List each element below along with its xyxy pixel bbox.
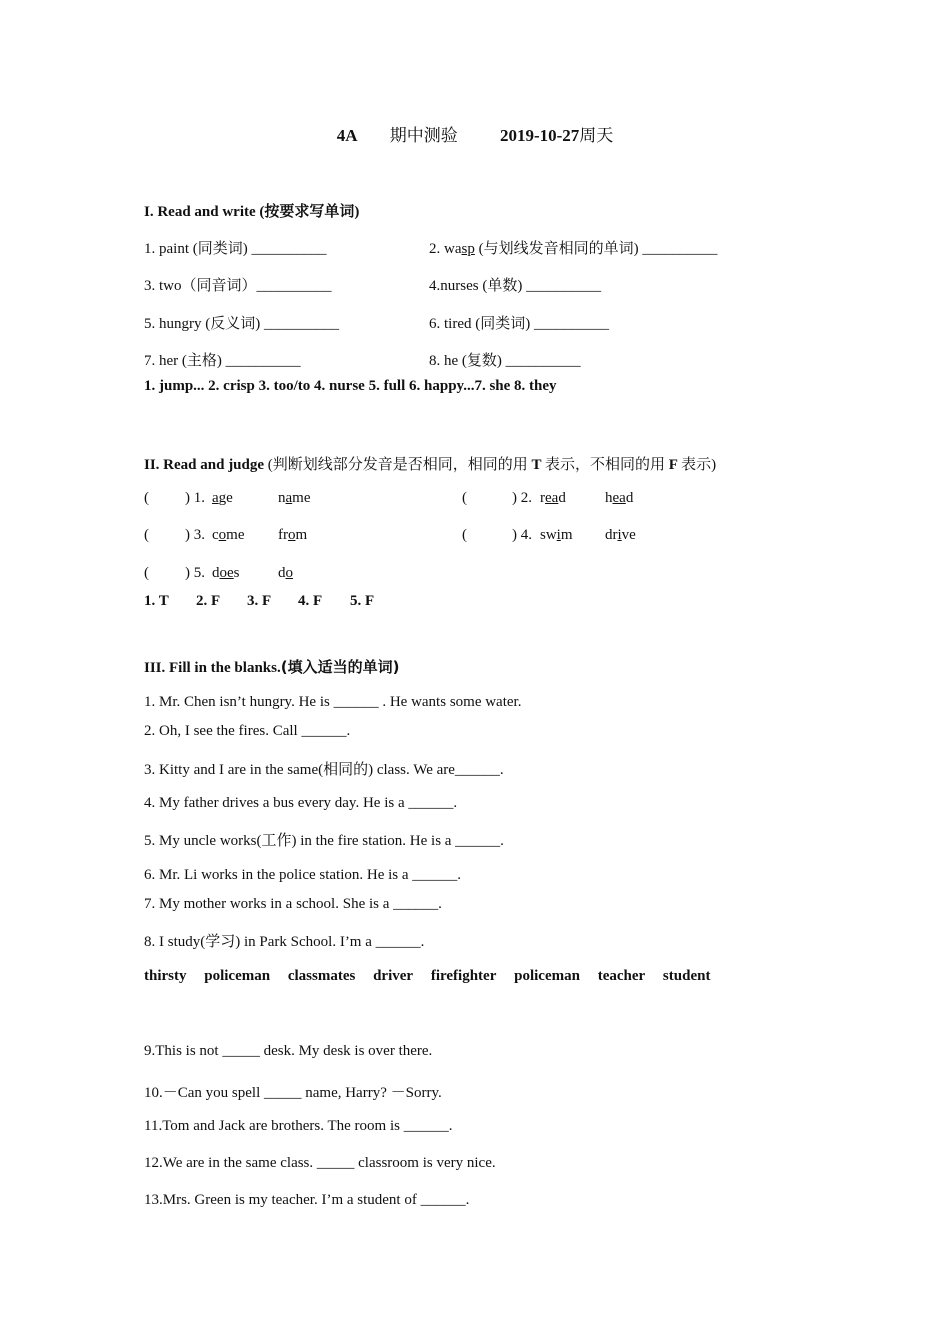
fill-line: 9.This is not _____ desk. My desk is over there. (144, 1043, 433, 1059)
judge-word-2: head (605, 490, 634, 506)
s1-item-6-word: 6. tired (429, 316, 472, 332)
section2-heading-cn-3: 表示) (681, 457, 717, 473)
title-name: 期中测验 (389, 126, 458, 145)
answer-paren[interactable]: ( (144, 490, 149, 506)
s1-item-8-hint: (复数) __________ (461, 353, 581, 369)
section1-heading (144, 200, 359, 221)
judge-word-2: name (278, 490, 311, 506)
fill-line: 5. My uncle works(工作) in the fire station. He is a ______. (144, 833, 504, 849)
section2-heading-cn-1: (判断划线部分发音是否相同，相同的用 (267, 457, 528, 473)
s1-item-2-hint: (与划线发音相同的单词) __________ (474, 241, 718, 257)
s1-item-4-word: 4.nurses (429, 278, 479, 294)
s1-item-3-hint: （同音词）__________ (181, 278, 332, 294)
s1-item-1-word: 1. paint (144, 241, 189, 257)
s1-item-5-word: 5. hungry (144, 316, 202, 332)
section2-answer: 3. F (247, 593, 272, 609)
s1-item-8 (429, 349, 581, 370)
section2-answer: 4. F (298, 593, 323, 609)
fill-line: 10.－Can you spell _____ name, Harry? －Sorry. (144, 1085, 442, 1101)
s1-item-1-hint: (同类词) __________ (192, 241, 327, 257)
word-bank-item: policeman (514, 968, 580, 984)
fill-line: 11.Tom and Jack are brothers. The room is ______. (144, 1118, 453, 1134)
judge-word-2: from (278, 527, 308, 543)
judge-word-1: swim (540, 527, 573, 543)
answer-paren[interactable]: ( (144, 565, 149, 581)
word-bank-item: firefighter (430, 968, 497, 984)
section2-heading-en: II. Read and judge (144, 457, 265, 473)
section2-heading-cn-2: 表示，不相同的用 (545, 457, 666, 473)
page-title (0, 121, 950, 146)
answer-paren[interactable]: ( (462, 490, 467, 506)
s1-item-3 (144, 274, 332, 295)
fill-line: 12.We are in the same class. _____ classroom is very nice. (144, 1155, 496, 1171)
judge-word-1: come (212, 527, 245, 543)
judge-word-1: read (540, 490, 566, 506)
fill-line: 4. My father drives a bus every day. He is a ______. (144, 795, 458, 811)
s1-item-6-hint: (同类词) __________ (475, 316, 609, 332)
section2-heading (144, 453, 716, 474)
title-grade: 4A (336, 126, 358, 145)
fill-line: 3. Kitty and I are in the same(相同的) class. We are______. (144, 762, 504, 778)
answer-paren[interactable]: ( (462, 527, 467, 543)
word-bank-item: policeman (204, 968, 271, 984)
s1-item-5-hint: (反义词) __________ (205, 316, 339, 332)
section2-answer: 1. T (144, 593, 169, 609)
judge-word-1: does (212, 565, 240, 581)
s1-item-2-word: 2. wa (429, 241, 462, 257)
word-bank (144, 968, 724, 985)
section3-heading-cn: (填入适当的单词) (280, 658, 400, 676)
section1-heading-cn: (按要求写单词) (259, 204, 360, 220)
section2-answer: 2. F (196, 593, 221, 609)
fill-line: 2. Oh, I see the fires. Call ______. (144, 723, 351, 739)
judge-item-num: ) 1. (185, 490, 205, 506)
section3-heading-en: III. Fill in the blanks. (144, 660, 281, 676)
word-bank-item: thirsty (144, 968, 187, 984)
judge-word-2: drive (605, 527, 636, 543)
title-date: 2019-10-27 (499, 126, 580, 145)
fill-line: 7. My mother works in a school. She is a ______. (144, 896, 442, 912)
s1-item-4-hint: (单数) __________ (482, 278, 602, 294)
s1-item-2 (429, 237, 717, 258)
judge-item-num: ) 5. (185, 565, 205, 581)
fill-line: 1. Mr. Chen isn’t hungry. He is ______ . He wants some water. (144, 694, 522, 710)
s1-item-1 (144, 237, 327, 258)
section3-heading (144, 656, 399, 677)
judge-item-num: ) 3. (185, 527, 205, 543)
word-bank-item: classmates (287, 968, 356, 984)
section2-heading-t: T (531, 457, 542, 473)
answer-paren[interactable]: ( (144, 527, 149, 543)
fill-line: 8. I study(学习) in Park School. I’m a ______. (144, 934, 425, 950)
fill-line: 13.Mrs. Green is my teacher. I’m a student of ______. (144, 1192, 470, 1208)
s1-item-2-underline: sp (461, 241, 475, 257)
section1-heading-en: I. Read and write (144, 204, 256, 220)
s1-item-4 (429, 274, 601, 295)
word-bank-item: driver (373, 968, 414, 984)
s1-item-8-word: 8. he (429, 353, 459, 369)
s1-item-3-word: 3. two (144, 278, 182, 294)
fill-line: 6. Mr. Li works in the police station. He is a ______. (144, 867, 462, 883)
word-bank-item: teacher (597, 968, 646, 984)
judge-item-num: ) 2. (512, 490, 532, 506)
judge-word-1: age (212, 490, 233, 506)
section2-heading-f: F (668, 457, 678, 473)
s1-item-7-hint: (主格) __________ (181, 353, 301, 369)
judge-word-2: do (278, 565, 293, 581)
word-bank-item: student (662, 968, 711, 984)
section2-answer: 5. F (350, 593, 375, 609)
s1-item-7-word: 7. her (144, 353, 179, 369)
section1-answers: 1. jump... 2. crisp 3. too/to 4. nurse 5. full 6. happy...7. she 8. they (144, 378, 557, 394)
s1-item-7 (144, 349, 301, 370)
s1-item-5 (144, 312, 339, 333)
s1-item-6 (429, 312, 609, 333)
title-day: 周天 (579, 126, 614, 145)
judge-item-num: ) 4. (512, 527, 532, 543)
